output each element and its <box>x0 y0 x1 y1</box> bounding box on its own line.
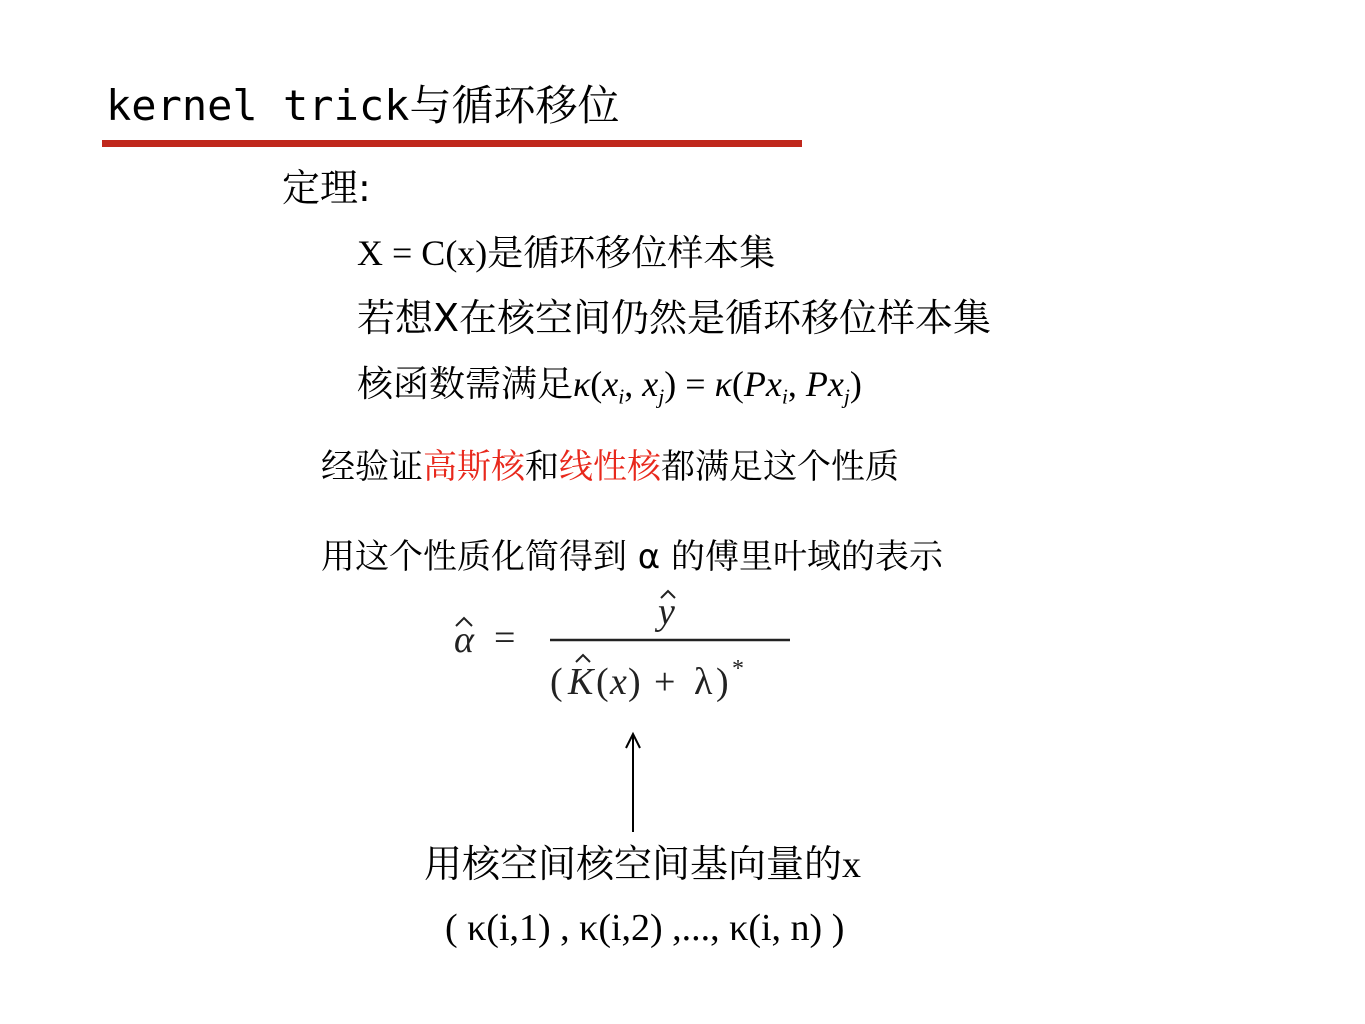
formula-plus: + <box>654 661 676 703</box>
theorem-line-1 <box>357 228 775 279</box>
formula-y: y <box>658 591 675 633</box>
slide-title-latin: kernel trick <box>106 81 410 130</box>
kernel-tuple: ( κ(i,1) , κ(i,2) ,..., κ(i, n) ) <box>445 907 845 949</box>
formula-alpha: α <box>454 619 474 661</box>
gaussian-kernel-label: 高斯核 <box>423 447 525 487</box>
verify-suffix: 都满足这个性质 <box>661 447 899 487</box>
formula-conjugate: * <box>732 656 744 682</box>
circulant-expression: X = C(x) <box>357 233 488 273</box>
verification-note <box>321 443 899 491</box>
up-arrow-icon <box>620 730 646 834</box>
formula-paren-x-open: ( <box>596 661 609 703</box>
verify-and: 和 <box>525 447 559 487</box>
formula-x: x <box>610 661 627 703</box>
formula-paren-x-close: ) <box>628 661 641 703</box>
slide-title-cjk: 与循环移位 <box>409 81 620 130</box>
theorem-line-3 <box>357 358 862 423</box>
simplification-note: 用这个性质化简得到 α 的傅里叶域的表示 <box>321 537 944 577</box>
basis-text: 用核空间核空间基向量的 <box>424 842 843 886</box>
formula-paren-open: ( <box>550 661 563 703</box>
slide-title <box>106 78 619 134</box>
formula-K: K <box>568 661 594 703</box>
formula-lambda: λ <box>694 661 713 703</box>
kernel-condition-formula: $\kappa(x_i$, $x_j) = \kappa(Px_i$, $Px_j$) <box>573 364 862 409</box>
theorem-line-2: 若想X在核空间仍然是循环移位样本集 <box>357 296 992 340</box>
formula-equals: = <box>494 617 516 659</box>
title-underline <box>102 140 802 147</box>
verify-prefix: 经验证 <box>321 447 423 487</box>
alpha-hat-formula <box>440 588 810 718</box>
formula-paren-close: ) <box>716 661 729 703</box>
circulant-text: 是循环移位样本集 <box>487 233 776 274</box>
kernel-condition-prefix: 核函数需满足 <box>357 364 574 405</box>
basis-x: x <box>842 844 862 886</box>
basis-vector-note <box>424 838 861 891</box>
theorem-label: 定理: <box>282 166 371 210</box>
linear-kernel-label: 线性核 <box>559 447 661 487</box>
